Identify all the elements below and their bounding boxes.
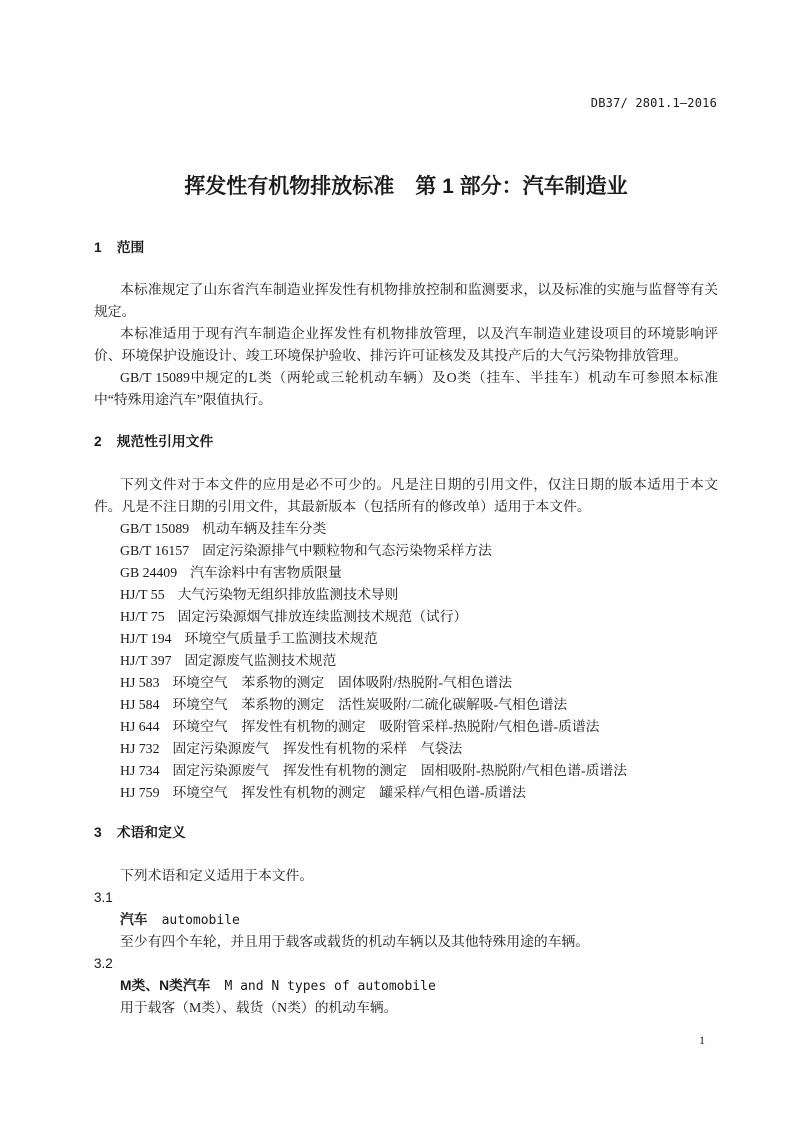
term-definition: 至少有四个车轮，并且用于载客或载货的机动车辆以及其他特殊用途的车辆。 [120,934,590,949]
section-number: 3 [94,825,102,840]
section-heading [94,237,144,259]
reference-item [120,518,718,540]
scope-paragraph-3: GB/T 15089中规定的L类（两轮或三轮机动车辆）及O类（挂车、半挂车）机动车可参照本标准中“特殊用途汽车”限值执行。 [94,370,718,407]
section-number: 2 [94,434,102,449]
reference-title: 固定污染源烟气排放连续监测技术规范（试行） [177,609,468,624]
reference-item [120,760,718,782]
reference-item [120,694,718,716]
reference-code: HJ 732 [120,741,160,756]
term-english: M and N types of automobile [224,979,436,994]
term-chinese: 汽车 [120,912,148,927]
section-title: 术语和定义 [116,825,186,840]
reference-title: 环境空气 挥发性有机物的测定 罐采样/气相色谱-质谱法 [172,785,526,800]
terms-intro-paragraph: 下列术语和定义适用于本文件。 [120,868,314,883]
reference-code: HJ 584 [120,697,160,712]
document-title: 挥发性有机物排放标准 第 1 部分：汽车制造业 [184,175,628,198]
section-number: 1 [94,240,102,255]
section-title: 范围 [116,240,145,255]
reference-item [120,628,718,650]
reference-title: 环境空气质量手工监测技术规范 [184,631,378,646]
reference-item [120,584,718,606]
section-heading [94,431,213,453]
term-number: 3.2 [94,956,113,971]
reference-item [120,782,718,804]
reference-item [120,738,718,760]
reference-title: 固定源废气监测技术规范 [184,653,337,668]
reference-code: GB/T 16157 [120,543,190,558]
reference-item [120,540,718,562]
term-number: 3.1 [94,890,113,905]
reference-title: 机动车辆及挂车分类 [202,521,327,536]
reference-code: HJ/T 397 [120,653,172,668]
reference-title: 汽车涂料中有害物质限量 [190,565,342,580]
reference-title: 环境空气 苯系物的测定 固体吸附/热脱附-气相色谱法 [172,675,513,690]
reference-item [120,650,718,672]
reference-list [120,518,718,804]
reference-item [120,606,718,628]
reference-code: HJ/T 75 [120,609,165,624]
reference-title: 大气污染物无组织排放监测技术导则 [177,587,399,602]
references-intro-paragraph: 下列文件对于本文件的应用是必不可少的。凡是注日期的引用文件，仅注日期的版本适用于本文件。凡是不注日期的引用文件，其最新版本（包括所有的修改单）适用于本文件。 [94,477,718,514]
term-definition: 用于载客（M类）、载货（N类）的机动车辆。 [120,1000,398,1015]
term-entry [120,909,240,932]
page-number: 1 [699,1033,705,1047]
reference-item [120,562,718,584]
reference-title: 环境空气 挥发性有机物的测定 吸附管采样-热脱附/气相色谱-质谱法 [172,719,600,734]
reference-title: 固定污染源排气中颗粒物和气态污染物采样方法 [202,543,492,558]
reference-code: HJ/T 55 [120,587,165,602]
section-title: 规范性引用文件 [116,434,214,449]
reference-code: HJ 759 [120,785,160,800]
term-entry [120,975,436,998]
scope-paragraph-2: 本标准适用于现有汽车制造企业挥发性有机物排放管理，以及汽车制造业建设项目的环境影响评价、环境保护设施设计、竣工环境保护验收、排污许可证核发及其投产后的大气污染物排放管理。 [94,326,718,363]
reference-code: HJ 734 [120,763,160,778]
reference-code: GB 24409 [120,565,178,580]
section-heading [94,822,186,844]
reference-item [120,672,718,694]
reference-code: HJ 644 [120,719,160,734]
document-number: DB37/ 2801.1—2016 [590,96,717,110]
scope-paragraph-1: 本标准规定了山东省汽车制造业挥发性有机物排放控制和监测要求，以及标准的实施与监督等有关规定。 [94,282,718,319]
reference-title: 固定污染源废气 挥发性有机物的测定 固相吸附-热脱附/气相色谱-质谱法 [172,763,628,778]
term-english: automobile [161,913,240,928]
term-chinese: M类、N类汽车 [120,978,211,993]
reference-item [120,716,718,738]
reference-title: 环境空气 苯系物的测定 活性炭吸附/二硫化碳解吸-气相色谱法 [172,697,568,712]
reference-code: GB/T 15089 [120,521,190,536]
reference-title: 固定污染源废气 挥发性有机物的采样 气袋法 [172,741,463,756]
reference-code: HJ 583 [120,675,160,690]
reference-code: HJ/T 194 [120,631,172,646]
